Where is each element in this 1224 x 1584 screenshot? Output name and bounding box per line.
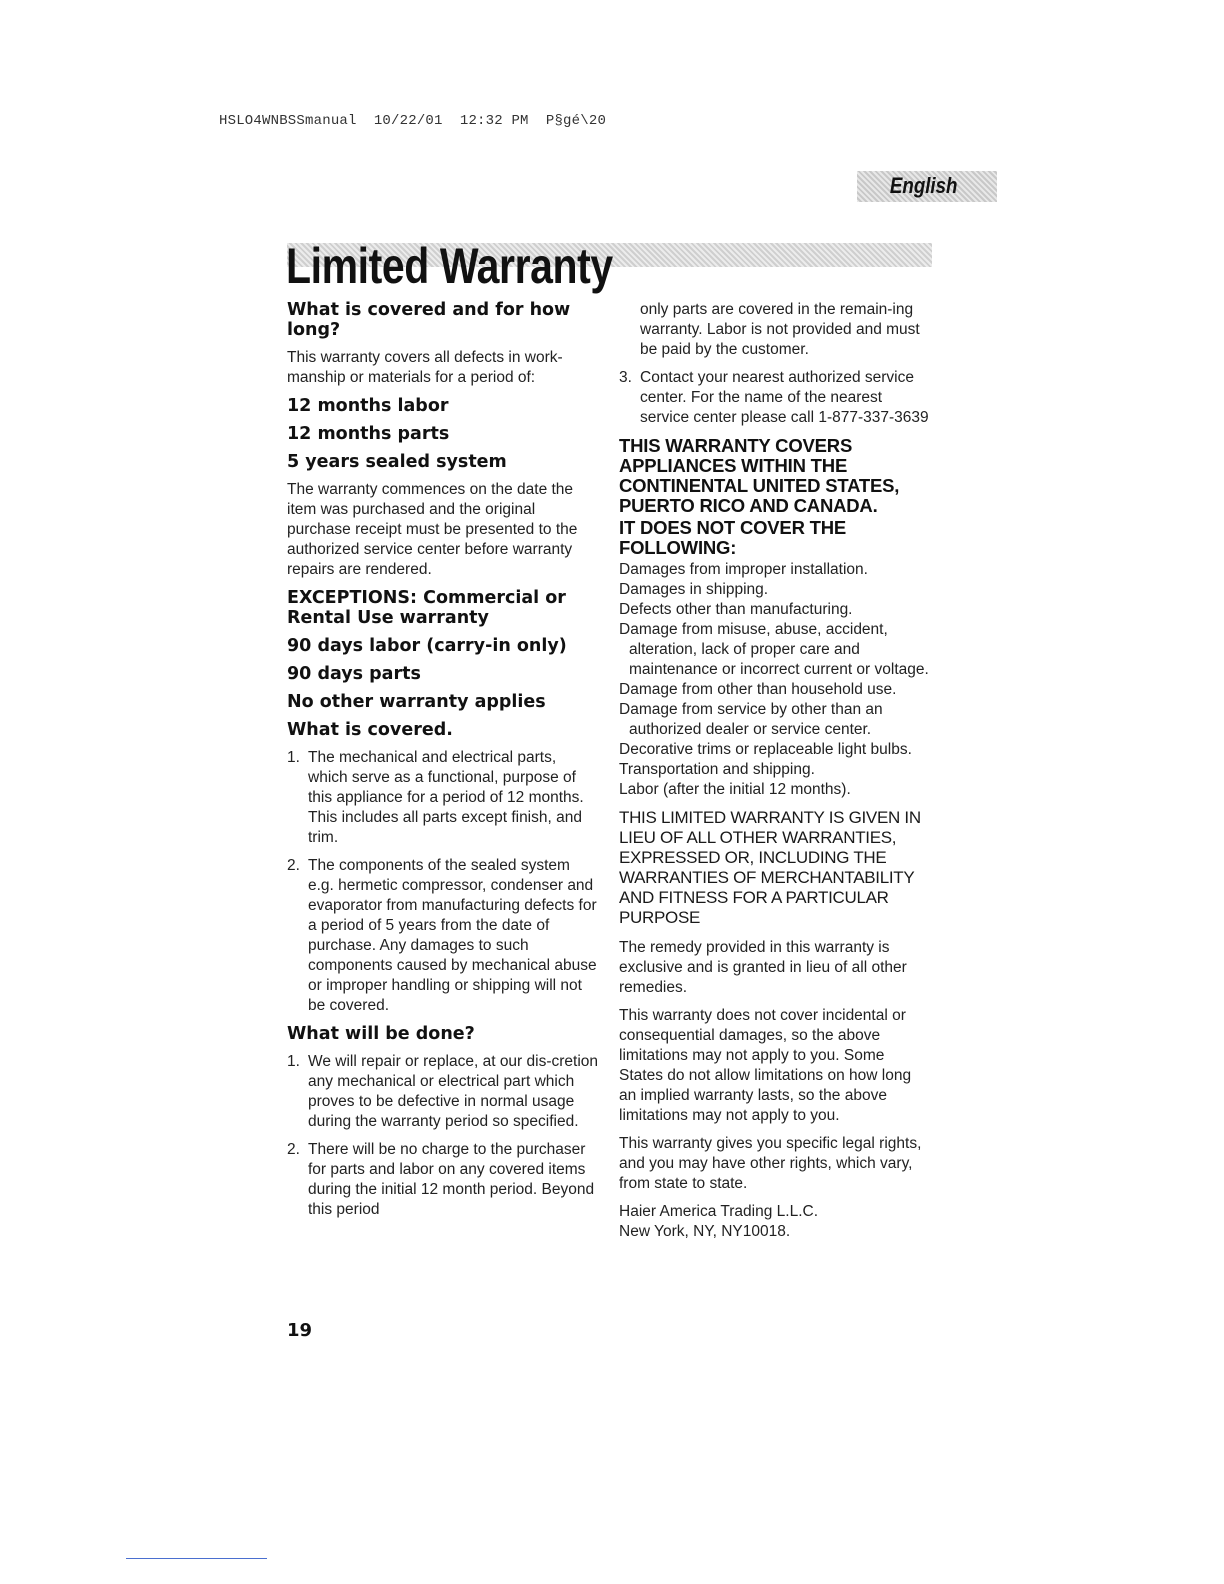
print-slug: HSLO4WNBSSmanual 10/22/01 12:32 PM P§gé\20 [219, 113, 607, 129]
page-number: 19 [287, 1320, 313, 1341]
list-item [287, 748, 599, 848]
exclusion-item: Damage from service by other than an authorized dealer or service center. [619, 701, 883, 738]
para-commences: The warranty commences on the date the item was purchased and the original purchase receipt must be presented to the authorized service center before warranty repairs are rendered. [287, 481, 578, 578]
exclusion-item: Transportation and shipping. [619, 761, 815, 778]
list-item [287, 1140, 599, 1220]
heading-what-is-covered: What is covered. [287, 720, 453, 740]
list-text: The mechanical and electrical parts, which serve as a functional, purpose of this appliance for a period of 12 months. This includes all parts except finish, and trim. [308, 749, 584, 846]
right-column [619, 300, 931, 1250]
para-covers: This warranty covers all defects in work-manship or materials for a period of: [287, 349, 563, 386]
exclusion-item: Damage from misuse, abuse, accident, alteration, lack of proper care and maintenance or incorrect current or voltage. [619, 621, 929, 678]
list-item [287, 856, 599, 1016]
list-text: only parts are covered in the remain-ing warranty. Labor is not provided and must be paid by the customer. [640, 301, 920, 358]
exclusion-item: Labor (after the initial 12 months). [619, 781, 851, 798]
heading-parts: 12 months parts [287, 424, 450, 444]
heading-no-other-warranty: No other warranty applies [287, 692, 546, 712]
company-name: Haier America Trading L.L.C. [619, 1203, 819, 1220]
list-text: Contact your nearest authorized service center. For the name of the nearest service center please call 1-877-337-3639 [640, 369, 929, 426]
exclusion-item: Damages in shipping. [619, 581, 769, 598]
language-label: English [889, 173, 957, 198]
company-address: New York, NY, NY10018. [619, 1223, 791, 1240]
exclusion-item: Damage from other than household use. [619, 681, 897, 698]
list-item [287, 1052, 599, 1132]
para-incidental: This warranty does not cover incidental or consequential damages, so the above limitations may not apply to you. Some States do not allow limitations on how long an implied warranty lasts, so the above limitations may not apply to you. [619, 1007, 912, 1124]
list-number: 1. [287, 749, 300, 766]
list-number: 2. [287, 857, 300, 874]
heading-does-not-cover: IT DOES NOT COVER THE FOLLOWING: [619, 517, 847, 558]
list-text: There will be no charge to the purchaser for parts and labor on any covered items during the initial 12 month period. Beyond this period [308, 1141, 595, 1218]
language-tab [857, 171, 997, 202]
page-title: Limited Warranty [286, 238, 613, 294]
list-item-continued [619, 300, 931, 360]
disclaimer-caps: THIS LIMITED WARRANTY IS GIVEN IN LIEU OF ALL OTHER WARRANTIES, EXPRESSED OR, INCLUDING THE WARRANTIES OF MERCHANTABILITY AND FITNESS FOR A PARTICULAR PURPOSE [619, 808, 921, 927]
para-rights: This warranty gives you specific legal rights, and you may have other rights, which vary, from state to state. [619, 1135, 922, 1192]
heading-90-days-labor: 90 days labor (carry-in only) [287, 636, 567, 656]
done-list [287, 1052, 599, 1220]
list-number: 2. [287, 1141, 300, 1158]
heading-90-days-parts: 90 days parts [287, 664, 421, 684]
heading-covered-how-long: What is covered and for how long? [287, 300, 571, 340]
list-text: The components of the sealed system e.g. hermetic compressor, condenser and evaporator from manufacturing defects for a period of 5 years from the date of purchase. Any damages to such components caused by mechanical abuse or improper handling or shipping will not be covered. [308, 857, 597, 1014]
left-column [287, 300, 599, 1228]
exclusions-list [619, 560, 931, 800]
heading-sealed-system: 5 years sealed system [287, 452, 507, 472]
heading-labor: 12 months labor [287, 396, 449, 416]
list-item [619, 368, 931, 428]
continued-list [619, 300, 931, 428]
exclusion-item: Defects other than manufacturing. [619, 601, 853, 618]
covered-list [287, 748, 599, 1016]
heading-exceptions: EXCEPTIONS: Commercial or Rental Use warranty [287, 588, 566, 628]
heading-covers-within: THIS WARRANTY COVERS APPLIANCES WITHIN THE CONTINENTAL UNITED STATES, PUERTO RICO AND CANADA. [619, 435, 900, 516]
list-text: We will repair or replace, at our dis-cretion any mechanical or electrical part which proves to be defective in normal usage during the warranty period so specified. [308, 1053, 599, 1130]
heading-what-will-be-done: What will be done? [287, 1024, 475, 1044]
list-number: 1. [287, 1053, 300, 1070]
bottom-rule [126, 1558, 267, 1559]
exclusion-item: Decorative trims or replaceable light bulbs. [619, 741, 912, 758]
exclusion-item: Damages from improper installation. [619, 561, 868, 578]
para-remedy: The remedy provided in this warranty is exclusive and is granted in lieu of all other remedies. [619, 939, 907, 996]
list-number: 3. [619, 369, 632, 386]
